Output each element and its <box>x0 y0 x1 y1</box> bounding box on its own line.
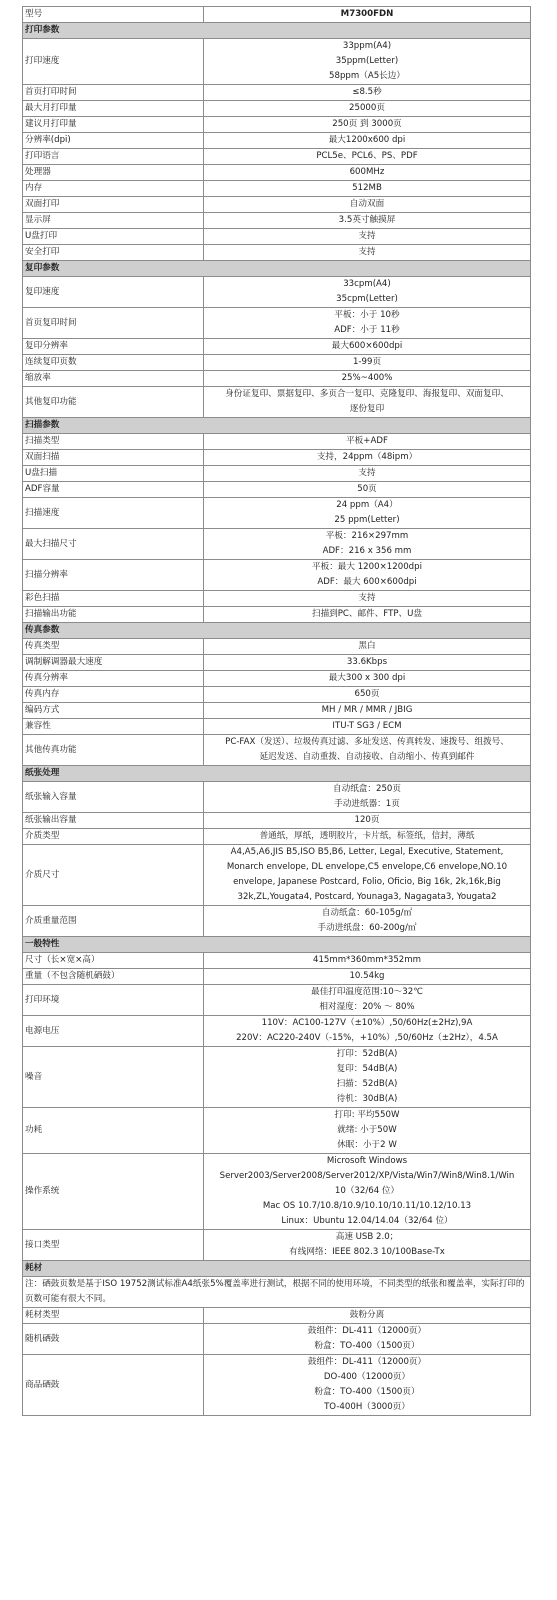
spec-value-line: 扫描到PC、邮件、FTP、U盘 <box>311 609 423 619</box>
spec-value-line: 32k,ZL,Yougata4, Postcard, Younaga3, Nagagata3, Yougata2 <box>237 892 497 902</box>
spec-row <box>23 466 531 482</box>
spec-value-line: 休眠：小于2 W <box>337 1140 397 1150</box>
spec-label: 传真内存 <box>23 687 204 703</box>
spec-label: 分辨率(dpi) <box>23 133 204 149</box>
spec-row <box>23 149 531 165</box>
section-title: 纸张处理 <box>23 766 531 782</box>
spec-row <box>23 85 531 101</box>
spec-value-line: 鼓组件：DL-411（12000页） <box>307 1357 427 1367</box>
spec-value-line: 最大600×600dpi <box>331 341 403 351</box>
spec-value <box>204 181 531 197</box>
spec-value-line: 25 ppm(Letter) <box>334 515 400 525</box>
spec-row <box>23 719 531 735</box>
spec-value-line: 打印: 平均550W <box>334 1110 400 1120</box>
spec-value-line: 自动双面 <box>349 199 385 209</box>
spec-value <box>204 703 531 719</box>
spec-value <box>204 434 531 450</box>
section-title: 传真参数 <box>23 623 531 639</box>
spec-value-line: 相对湿度：20% ～ 80% <box>319 1002 415 1012</box>
spec-row <box>23 969 531 985</box>
spec-row <box>23 607 531 623</box>
spec-value-line: 58ppm（A5长边） <box>329 71 405 81</box>
spec-value <box>204 529 531 560</box>
spec-label: 显示屏 <box>23 213 204 229</box>
spec-row <box>23 101 531 117</box>
spec-value <box>204 355 531 371</box>
spec-row <box>23 1016 531 1047</box>
spec-label: 彩色扫描 <box>23 591 204 607</box>
spec-value-line: Monarch envelope, DL envelope,C5 envelope,C6 envelope,NO.10 <box>226 862 508 872</box>
spec-label: 扫描速度 <box>23 498 204 529</box>
spec-value-line: 25000页 <box>349 103 385 113</box>
spec-label: ADF容量 <box>23 482 204 498</box>
section-header <box>23 766 531 782</box>
spec-value-line: 10.54kg <box>349 971 385 981</box>
section-header <box>23 623 531 639</box>
spec-value <box>204 466 531 482</box>
section-title: 扫描参数 <box>23 418 531 434</box>
spec-value <box>204 655 531 671</box>
spec-label: 电源电压 <box>23 1016 204 1047</box>
spec-row <box>23 339 531 355</box>
spec-value-line: 高速 USB 2.0； <box>335 1232 399 1242</box>
spec-value-line: 身份证复印、票据复印、多页合一复印、克隆复印、海报复印、双面复印、 <box>225 389 509 399</box>
spec-value-line: 25%~400% <box>341 373 393 383</box>
spec-value-line: 415mm*360mm*352mm <box>312 955 422 965</box>
spec-value-line: TO-400H（3000页） <box>324 1402 410 1412</box>
spec-label: U盘打印 <box>23 229 204 245</box>
spec-value-line: 黑白 <box>358 641 376 651</box>
spec-value <box>204 197 531 213</box>
spec-value-line: 支持 <box>358 247 376 257</box>
spec-value-line: A4,A5,A6,JIS B5,ISO B5,B6, Letter, Legal, Executive, Statement, <box>230 847 504 857</box>
spec-value <box>204 1230 531 1261</box>
spec-row <box>23 117 531 133</box>
spec-value-line: 打印：52dB(A) <box>336 1049 398 1059</box>
spec-label: 耗材类型 <box>23 1308 204 1324</box>
spec-label: 传真类型 <box>23 639 204 655</box>
spec-row <box>23 813 531 829</box>
spec-label: 建议月打印量 <box>23 117 204 133</box>
spec-value-line: 平板：最大 1200×1200dpi <box>312 562 422 572</box>
spec-value <box>204 450 531 466</box>
section-title: 一般特性 <box>23 937 531 953</box>
spec-label: 功耗 <box>23 1108 204 1154</box>
spec-label: 最大月打印量 <box>23 101 204 117</box>
spec-value <box>204 229 531 245</box>
spec-label: 打印语言 <box>23 149 204 165</box>
spec-value-line: 33cpm(A4) <box>343 279 391 289</box>
spec-value-line: ADF：216 x 356 mm <box>322 546 412 556</box>
spec-row <box>23 197 531 213</box>
spec-value <box>204 735 531 766</box>
spec-row <box>23 245 531 261</box>
spec-value-line: 平板：216×297mm <box>325 531 409 541</box>
spec-value-line: ADF：最大 600×600dpi <box>317 577 417 587</box>
spec-label: 最大扫描尺寸 <box>23 529 204 560</box>
spec-label: 纸张输入容量 <box>23 782 204 813</box>
spec-value-line: 粉盒：TO-400（1500页） <box>314 1341 420 1351</box>
section-header <box>23 1261 531 1277</box>
spec-label: 重量（不包含随机硒鼓） <box>23 969 204 985</box>
spec-value <box>204 671 531 687</box>
spec-value <box>204 85 531 101</box>
spec-value <box>204 953 531 969</box>
spec-row <box>23 181 531 197</box>
spec-row <box>23 703 531 719</box>
spec-row <box>23 655 531 671</box>
spec-value-line: 手动进纸盘：60-200g/㎡ <box>317 923 417 933</box>
spec-row <box>23 906 531 937</box>
spec-value <box>204 1047 531 1108</box>
spec-value-line: Linux：Ubuntu 12.04/14.04（32/64 位） <box>281 1216 453 1226</box>
spec-value-line: ITU-T SG3 / ECM <box>332 721 402 731</box>
spec-row <box>23 845 531 906</box>
spec-label: 兼容性 <box>23 719 204 735</box>
spec-label: 复印速度 <box>23 277 204 308</box>
spec-value <box>204 1154 531 1230</box>
spec-row <box>23 1108 531 1154</box>
spec-value-line: 支持 <box>358 468 376 478</box>
spec-label: U盘扫描 <box>23 466 204 482</box>
spec-label: 编码方式 <box>23 703 204 719</box>
spec-value-line: 250页 到 3000页 <box>332 119 402 129</box>
spec-row <box>23 560 531 591</box>
spec-row <box>23 213 531 229</box>
spec-value-line: 自动纸盒：60-105g/㎡ <box>321 908 413 918</box>
spec-value-line: 扫描：52dB(A) <box>336 1079 398 1089</box>
spec-value-line: 逐份复印 <box>349 404 385 414</box>
spec-value <box>204 1355 531 1416</box>
spec-value-line: 支持 <box>358 593 376 603</box>
spec-value-line: 自动纸盒：250页 <box>333 784 401 794</box>
spec-value <box>204 829 531 845</box>
spec-label: 纸张输出容量 <box>23 813 204 829</box>
spec-label: 尺寸（长×宽×高） <box>23 953 204 969</box>
spec-value-line: 平板+ADF <box>346 436 388 446</box>
spec-value <box>204 1108 531 1154</box>
spec-label: 操作系统 <box>23 1154 204 1230</box>
model-row <box>23 7 531 23</box>
spec-label: 内存 <box>23 181 204 197</box>
spec-value-line: 512MB <box>352 183 382 193</box>
spec-value <box>204 133 531 149</box>
spec-row <box>23 1230 531 1261</box>
spec-value <box>204 1324 531 1355</box>
spec-value <box>204 560 531 591</box>
spec-value <box>204 277 531 308</box>
section-header <box>23 937 531 953</box>
spec-value <box>204 687 531 703</box>
spec-row <box>23 985 531 1016</box>
section-title: 复印参数 <box>23 261 531 277</box>
spec-value <box>204 969 531 985</box>
section-title: 打印参数 <box>23 23 531 39</box>
spec-row <box>23 434 531 450</box>
spec-value <box>204 607 531 623</box>
section-header <box>23 418 531 434</box>
spec-label: 商品硒鼓 <box>23 1355 204 1416</box>
spec-row <box>23 953 531 969</box>
spec-value <box>204 591 531 607</box>
spec-row <box>23 639 531 655</box>
spec-value-line: MH / MR / MMR / JBIG <box>321 705 413 715</box>
note-text: 注：硒鼓页数是基于ISO 19752测试标准A4纸张5%覆盖率进行测试，根据不同的使用环境，不同类型的纸张和覆盖率，实际打印的页数可能有很大不同。 <box>23 1277 531 1308</box>
spec-label: 扫描分辨率 <box>23 560 204 591</box>
spec-row <box>23 371 531 387</box>
spec-value-line: 最大300 x 300 dpi <box>328 673 406 683</box>
spec-row <box>23 133 531 149</box>
spec-label: 双面打印 <box>23 197 204 213</box>
spec-row <box>23 591 531 607</box>
spec-value-line: 平板：小于 10秒 <box>334 310 400 320</box>
spec-row <box>23 829 531 845</box>
spec-label: 介质尺寸 <box>23 845 204 906</box>
spec-value-line: 就绪: 小于50W <box>337 1125 397 1135</box>
spec-row <box>23 735 531 766</box>
spec-row <box>23 671 531 687</box>
spec-label: 打印速度 <box>23 39 204 85</box>
spec-table <box>22 6 531 1416</box>
spec-row <box>23 165 531 181</box>
spec-value-line: 3.5英寸触摸屏 <box>338 215 396 225</box>
spec-label: 双面扫描 <box>23 450 204 466</box>
spec-row <box>23 1308 531 1324</box>
spec-label: 打印环境 <box>23 985 204 1016</box>
spec-value-line: 待机：30dB(A) <box>336 1094 398 1104</box>
spec-label: 其他传真功能 <box>23 735 204 766</box>
spec-row <box>23 687 531 703</box>
spec-value <box>204 39 531 85</box>
spec-value <box>204 165 531 181</box>
spec-value <box>204 101 531 117</box>
spec-value-line: 支持，24ppm（48ipm） <box>316 452 418 462</box>
spec-value-line: envelope, Japanese Postcard, Folio, Oficio, Big 16k, 2k,16k,Big <box>233 877 501 887</box>
spec-value <box>204 782 531 813</box>
spec-value <box>204 906 531 937</box>
spec-value-line: 最大1200x600 dpi <box>328 135 406 145</box>
spec-row <box>23 782 531 813</box>
model-label: 型号 <box>23 7 204 23</box>
section-header <box>23 23 531 39</box>
spec-label: 首页复印时间 <box>23 308 204 339</box>
spec-value-line: 650页 <box>354 689 380 699</box>
spec-row <box>23 308 531 339</box>
spec-value-line: 10（32/64 位） <box>334 1186 400 1196</box>
spec-value-line: 延迟发送、自动重拨、自动接收、自动缩小、传真到邮件 <box>259 752 475 762</box>
spec-value-line: 普通纸，厚纸，透明胶片，卡片纸，标签纸，信封，薄纸 <box>259 831 475 841</box>
spec-value-line: 33ppm(A4) <box>342 41 392 51</box>
spec-row <box>23 229 531 245</box>
spec-value <box>204 813 531 829</box>
spec-row <box>23 277 531 308</box>
spec-value-line: DO-400（12000页） <box>323 1372 411 1382</box>
spec-value-line: 鼓组件：DL-411（12000页） <box>307 1326 427 1336</box>
spec-row <box>23 387 531 418</box>
spec-label: 随机硒鼓 <box>23 1324 204 1355</box>
spec-value <box>204 1308 531 1324</box>
spec-label: 复印分辨率 <box>23 339 204 355</box>
spec-value-line: 最佳打印温度范围:10～32℃ <box>311 987 423 997</box>
spec-value-line: 220V：AC220-240V（-15%，+10%）,50/60Hz（±2Hz），4.5A <box>236 1033 498 1043</box>
spec-value-line: Server2003/Server2008/Server2012/XP/Vista/Win7/Win8/Win8.1/Win <box>219 1171 515 1181</box>
spec-value <box>204 498 531 529</box>
spec-value <box>204 1016 531 1047</box>
spec-label: 安全打印 <box>23 245 204 261</box>
spec-row <box>23 39 531 85</box>
spec-row <box>23 498 531 529</box>
spec-label: 介质类型 <box>23 829 204 845</box>
section-title: 耗材 <box>23 1261 531 1277</box>
spec-value-line: Microsoft Windows <box>326 1156 408 1166</box>
spec-value-line: Mac OS 10.7/10.8/10.9/10.10/10.11/10.12/10.13 <box>262 1201 472 1211</box>
spec-value-line: 110V：AC100-127V（±10%）,50/60Hz(±2Hz),9A <box>261 1018 473 1028</box>
spec-row <box>23 450 531 466</box>
spec-value-line: PCL5e、PCL6、PS、PDF <box>316 151 418 161</box>
note-row <box>23 1277 531 1308</box>
spec-value <box>204 639 531 655</box>
spec-value <box>204 245 531 261</box>
spec-value-line: 手动进纸器：1页 <box>334 799 400 809</box>
spec-value-line: 24 ppm（A4） <box>336 500 398 510</box>
spec-label: 扫描类型 <box>23 434 204 450</box>
spec-value <box>204 117 531 133</box>
spec-label: 介质重量范围 <box>23 906 204 937</box>
spec-label: 连续复印页数 <box>23 355 204 371</box>
spec-value <box>204 149 531 165</box>
spec-label: 调制解调器最大速度 <box>23 655 204 671</box>
spec-row <box>23 1047 531 1108</box>
spec-table-body <box>23 7 531 1416</box>
spec-value <box>204 308 531 339</box>
model-value: M7300FDN <box>204 7 531 23</box>
spec-value-line: ADF：小于 11秒 <box>334 325 400 335</box>
spec-value <box>204 371 531 387</box>
spec-row <box>23 1154 531 1230</box>
spec-row <box>23 355 531 371</box>
spec-value <box>204 985 531 1016</box>
spec-value-line: 120页 <box>354 815 380 825</box>
spec-label: 扫描输出功能 <box>23 607 204 623</box>
spec-value-line: ≤8.5秒 <box>352 87 382 97</box>
spec-value-line: 有线网络：IEEE 802.3 10/100Base-Tx <box>289 1247 445 1257</box>
spec-row <box>23 529 531 560</box>
spec-value-line: 1-99页 <box>352 357 382 367</box>
spec-value-line: 粉盒：TO-400（1500页） <box>314 1387 420 1397</box>
spec-value <box>204 482 531 498</box>
spec-value-line: 35cpm(Letter) <box>336 294 398 304</box>
spec-label: 首页打印时间 <box>23 85 204 101</box>
spec-label: 处理器 <box>23 165 204 181</box>
spec-value <box>204 719 531 735</box>
spec-value-line: 600MHz <box>349 167 385 177</box>
spec-value-line: 鼓粉分离 <box>349 1310 385 1320</box>
spec-row <box>23 482 531 498</box>
spec-value-line: 33.6Kbps <box>346 657 388 667</box>
spec-value <box>204 339 531 355</box>
spec-value-line: 35ppm(Letter) <box>335 56 399 66</box>
spec-label: 其他复印功能 <box>23 387 204 418</box>
spec-row <box>23 1355 531 1416</box>
spec-row <box>23 1324 531 1355</box>
section-header <box>23 261 531 277</box>
spec-label: 缩放率 <box>23 371 204 387</box>
spec-value-line: 支持 <box>358 231 376 241</box>
spec-label: 传真分辨率 <box>23 671 204 687</box>
spec-value-line: PC-FAX（发送）、垃圾传真过滤、多址发送、传真转发、速拨号、组拨号、 <box>225 737 509 747</box>
spec-value-line: 50页 <box>357 484 377 494</box>
spec-label: 噪音 <box>23 1047 204 1108</box>
spec-value <box>204 845 531 906</box>
spec-label: 接口类型 <box>23 1230 204 1261</box>
spec-value <box>204 387 531 418</box>
spec-value-line: 复印：54dB(A) <box>336 1064 398 1074</box>
spec-value <box>204 213 531 229</box>
